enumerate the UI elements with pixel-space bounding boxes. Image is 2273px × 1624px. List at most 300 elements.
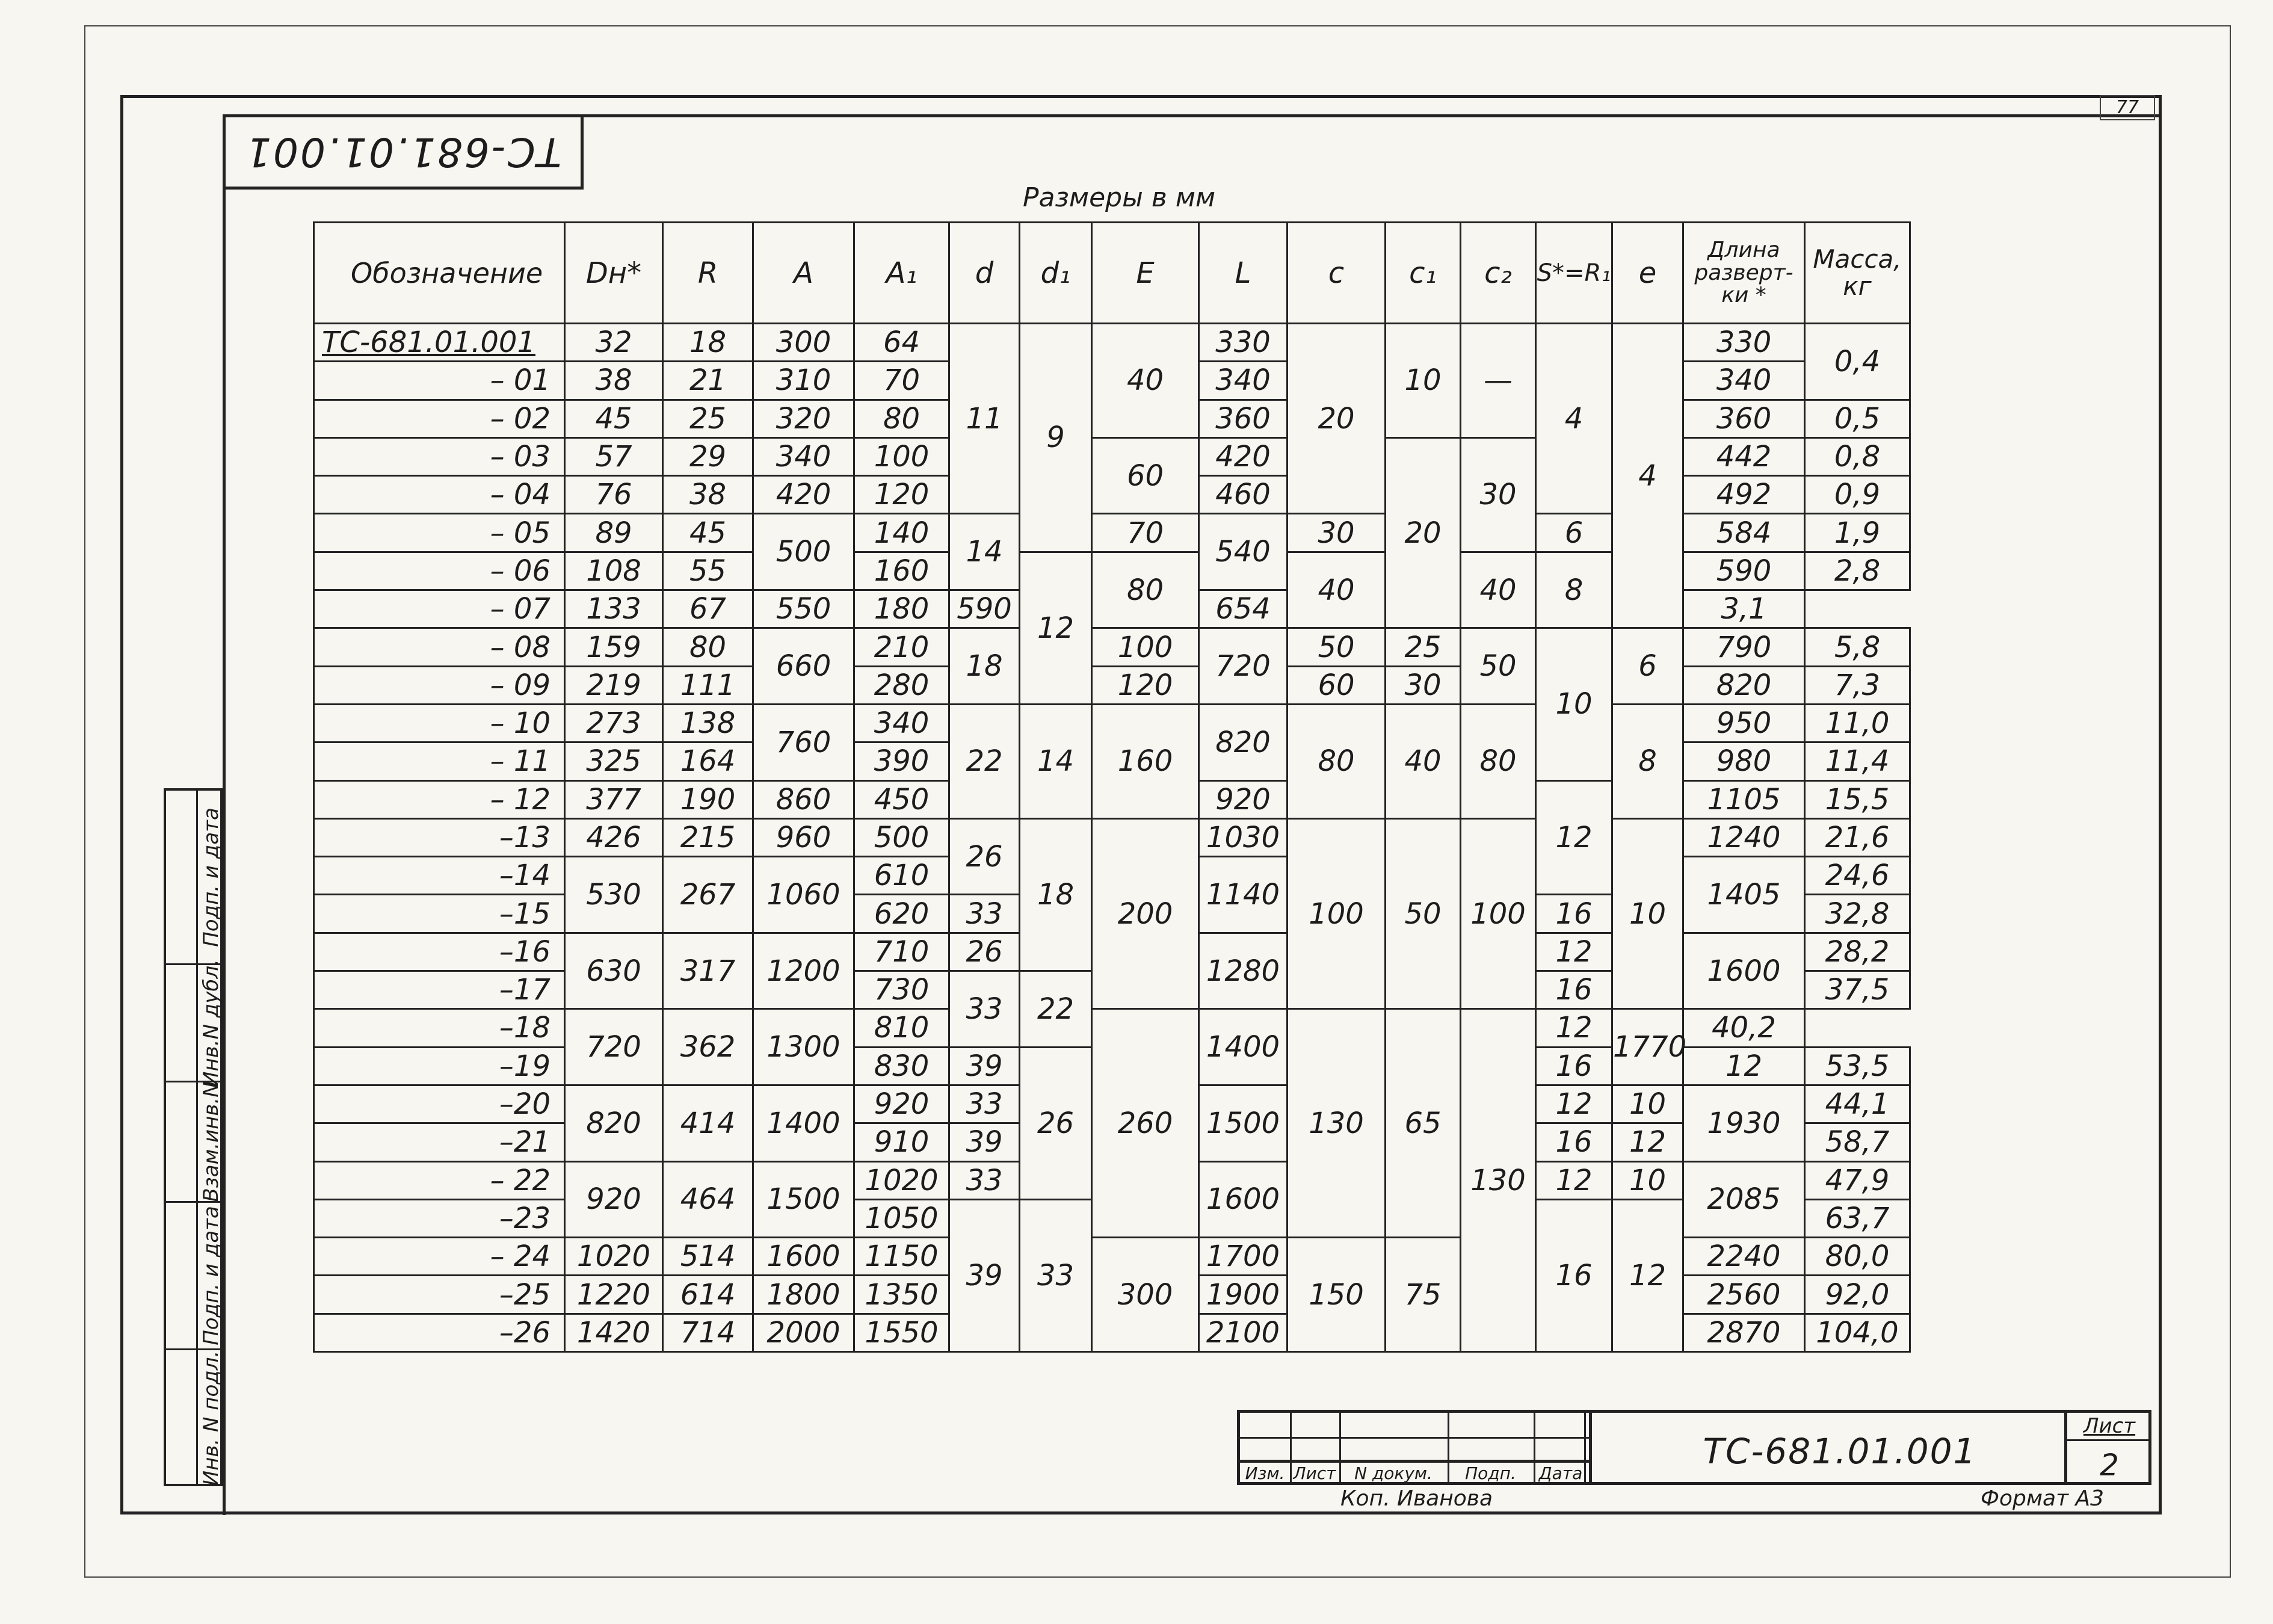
header-r: R — [663, 223, 753, 324]
e-upper-cell: 200 — [1092, 818, 1199, 1008]
header-a: A — [753, 223, 854, 324]
a1-cell: 140 — [854, 514, 949, 552]
length-cell: 1405 — [1683, 857, 1805, 933]
d1-cell: 26 — [1020, 1047, 1092, 1199]
r-cell: 55 — [663, 552, 753, 590]
c-cell: 50 — [1288, 628, 1386, 666]
dimensions-table — [313, 221, 1911, 1353]
d-cell: 14 — [949, 514, 1020, 590]
dn-cell: 377 — [565, 780, 663, 818]
s-r1-cell: 16 — [1536, 1123, 1612, 1161]
s-r1-cell: 12 — [1536, 780, 1612, 895]
length-cell: 2560 — [1683, 1276, 1805, 1314]
dn-cell: 133 — [565, 590, 663, 628]
format-label: Формат А3 — [1981, 1486, 2105, 1511]
s-r1-cell: 16 — [1536, 1199, 1612, 1351]
length-cell: 584 — [1683, 514, 1805, 552]
designation-cell: –16 — [314, 933, 565, 971]
d1-cell: 22 — [1020, 971, 1092, 1048]
a-cell: 1800 — [753, 1276, 854, 1314]
length-cell: 1105 — [1683, 780, 1805, 818]
d-cell: 39 — [949, 1199, 1020, 1351]
table-row — [314, 1009, 1910, 1047]
c1-cell: 65 — [1386, 1009, 1461, 1238]
sheet-label: Лист — [2083, 1414, 2136, 1438]
designation-cell: – 12 — [314, 780, 565, 818]
tb-col-label: Дата — [1538, 1463, 1583, 1483]
length-cell: 492 — [1683, 476, 1805, 514]
e-upper-cell: 60 — [1092, 437, 1199, 514]
r-cell: 21 — [663, 362, 753, 400]
r-cell: 267 — [663, 857, 753, 933]
a1-cell: 1150 — [854, 1238, 949, 1276]
a-cell: 500 — [753, 514, 854, 590]
c2-cell: 80 — [1461, 704, 1536, 818]
a-cell: 1060 — [753, 857, 854, 933]
designation-cell: – 03 — [314, 437, 565, 475]
s-r1-cell: 12 — [1536, 1085, 1612, 1123]
r-cell: 614 — [663, 1276, 753, 1314]
d-cell: 33 — [949, 971, 1020, 1048]
designation-cell: – 04 — [314, 476, 565, 514]
header-c: c — [1288, 223, 1386, 324]
e-upper-cell: 120 — [1092, 666, 1199, 704]
designation-cell: –26 — [314, 1314, 565, 1351]
a-cell: 2000 — [753, 1314, 854, 1351]
header-d: d — [949, 223, 1020, 324]
mass-cell: 80,0 — [1805, 1238, 1910, 1276]
s-r1-cell: 12 — [1536, 933, 1612, 971]
designation-cell: – 06 — [314, 552, 565, 590]
document-number: ТС-681.01.001 — [1703, 1431, 1977, 1472]
a-cell: 340 — [753, 437, 854, 475]
e-lower-cell: 12 — [1612, 1123, 1683, 1161]
e-upper-cell: 80 — [1092, 552, 1199, 628]
a-cell: 1600 — [753, 1238, 854, 1276]
side-stamp-cell — [166, 959, 223, 1087]
dn-cell: 159 — [565, 628, 663, 666]
r-cell: 45 — [663, 514, 753, 552]
table-row — [314, 628, 1910, 666]
r-cell: 38 — [663, 476, 753, 514]
designation-cell: – 24 — [314, 1238, 565, 1276]
e-lower-cell: 10 — [1612, 1161, 1683, 1199]
d-cell: 39 — [949, 1123, 1020, 1161]
a-cell: 310 — [753, 362, 854, 400]
c-cell: 130 — [1288, 1009, 1386, 1238]
d-cell: 22 — [949, 704, 1020, 818]
dimensions-caption: Размеры в мм — [1023, 182, 1216, 213]
designation-cell: – 05 — [314, 514, 565, 552]
c-cell: 100 — [1288, 818, 1386, 1008]
dn-cell: 273 — [565, 704, 663, 742]
dn-cell: 219 — [565, 666, 663, 704]
dn-cell: 76 — [565, 476, 663, 514]
designation-cell: –21 — [314, 1123, 565, 1161]
dn-cell: 530 — [565, 857, 663, 933]
d-cell: 18 — [949, 628, 1020, 705]
l-cell: 420 — [1199, 437, 1288, 475]
r-cell: 190 — [663, 780, 753, 818]
l-cell: 330 — [1199, 324, 1288, 362]
length-cell: 980 — [1683, 743, 1805, 780]
mass-cell: 63,7 — [1805, 1199, 1910, 1237]
e-upper-cell: 260 — [1092, 1009, 1199, 1238]
e-upper-cell: 160 — [1092, 704, 1199, 818]
d1-cell: 33 — [1020, 1199, 1092, 1351]
d-cell: 39 — [949, 1047, 1020, 1085]
length-cell: 2085 — [1683, 1161, 1805, 1238]
c1-cell: 50 — [1386, 818, 1461, 1008]
e-upper-cell: 70 — [1092, 514, 1199, 552]
c2-cell: — — [1461, 324, 1536, 438]
e-lower-cell: 10 — [1612, 818, 1683, 1008]
a-cell: 660 — [753, 628, 854, 705]
mass-cell: 53,5 — [1805, 1047, 1910, 1085]
tb-col-label: Изм. — [1245, 1463, 1285, 1483]
a1-cell: 100 — [854, 437, 949, 475]
designation-cell: –19 — [314, 1047, 565, 1085]
a1-cell: 210 — [854, 628, 949, 666]
a-cell: 320 — [753, 400, 854, 437]
mass-cell: 58,7 — [1805, 1123, 1910, 1161]
e-upper-cell: 100 — [1092, 628, 1199, 666]
designation-cell: –15 — [314, 895, 565, 933]
a1-cell: 390 — [854, 743, 949, 780]
r-cell: 80 — [663, 628, 753, 666]
mass-cell: 40,2 — [1683, 1009, 1805, 1047]
mass-cell: 5,8 — [1805, 628, 1910, 666]
dn-cell: 630 — [565, 933, 663, 1009]
a1-cell: 830 — [854, 1047, 949, 1085]
l-cell: 920 — [1199, 780, 1288, 818]
designation-cell: – 09 — [314, 666, 565, 704]
mass-cell: 11,4 — [1805, 743, 1910, 780]
s-r1-cell: 16 — [1536, 895, 1612, 933]
mass-cell: 24,6 — [1805, 857, 1910, 895]
dn-cell: 32 — [565, 324, 663, 362]
designation-cell: –20 — [314, 1085, 565, 1123]
header-l: L — [1199, 223, 1288, 324]
mass-cell: 32,8 — [1805, 895, 1910, 933]
d-cell: 33 — [949, 895, 1020, 933]
l-cell: 1400 — [1199, 1009, 1288, 1085]
e-lower-cell: 10 — [1612, 1085, 1683, 1123]
dn-cell: 426 — [565, 818, 663, 856]
a1-cell: 920 — [854, 1085, 949, 1123]
c1-cell: 30 — [1386, 666, 1461, 704]
length-cell: 2240 — [1683, 1238, 1805, 1276]
s-r1-cell: 16 — [1536, 1047, 1612, 1085]
l-cell: 1900 — [1199, 1276, 1288, 1314]
a1-cell: 1050 — [854, 1199, 949, 1237]
a1-cell: 280 — [854, 666, 949, 704]
a-cell: 300 — [753, 324, 854, 362]
d-cell: 33 — [949, 1161, 1020, 1199]
rotated-drawing-code: ТС-681.01.001 — [244, 129, 562, 175]
c-cell: 30 — [1288, 514, 1386, 552]
r-cell: 138 — [663, 704, 753, 742]
sheet-corner-number: 77 — [2100, 95, 2155, 120]
c2-cell: 50 — [1461, 628, 1536, 705]
d-cell: 11 — [949, 324, 1020, 514]
mass-cell: 28,2 — [1805, 933, 1910, 971]
a-cell: 960 — [753, 818, 854, 856]
dn-cell: 38 — [565, 362, 663, 400]
designation-cell: –14 — [314, 857, 565, 895]
dn-cell: 920 — [565, 1161, 663, 1238]
d-cell: 26 — [949, 933, 1020, 971]
l-cell: 1030 — [1199, 818, 1288, 856]
c1-cell: 10 — [1386, 324, 1461, 438]
side-stamp-label: Инв. N подл. — [199, 1350, 223, 1486]
header-c2: c₂ — [1461, 223, 1536, 324]
side-stamp-cell — [166, 791, 223, 965]
header-designation: Обозначение — [314, 223, 565, 324]
dn-cell: 820 — [565, 1085, 663, 1161]
s-r1-cell: 6 — [1536, 514, 1612, 552]
e-lower-cell: 4 — [1612, 324, 1683, 628]
c2-cell: 130 — [1461, 1009, 1536, 1352]
length-cell: 2870 — [1683, 1314, 1805, 1351]
a1-cell: 120 — [854, 476, 949, 514]
copied-by-note: Коп. Иванова — [1340, 1486, 1493, 1511]
dn-cell: 57 — [565, 437, 663, 475]
mass-cell: 0,8 — [1805, 437, 1910, 475]
l-cell: 460 — [1199, 476, 1288, 514]
header-a1: A₁ — [854, 223, 949, 324]
d1-cell: 12 — [1020, 552, 1092, 704]
length-cell: 654 — [1199, 590, 1288, 628]
length-cell: 1600 — [1683, 933, 1805, 1009]
r-cell: 67 — [663, 590, 753, 628]
c1-cell: 25 — [1386, 628, 1461, 666]
l-cell: 1700 — [1199, 1238, 1288, 1276]
c1-cell: 75 — [1386, 1238, 1461, 1352]
c2-cell: 100 — [1461, 818, 1536, 1008]
a-cell: 760 — [753, 704, 854, 780]
designation-cell: – 02 — [314, 400, 565, 437]
dn-cell: 45 — [565, 400, 663, 437]
length-cell: 340 — [1683, 362, 1805, 400]
header-e-lower: e — [1612, 223, 1683, 324]
mass-cell: 7,3 — [1805, 666, 1910, 704]
a1-cell: 80 — [854, 400, 949, 437]
dn-cell: 1220 — [565, 1276, 663, 1314]
a1-cell: 1350 — [854, 1276, 949, 1314]
a1-cell: 340 — [854, 704, 949, 742]
c-cell: 60 — [1288, 666, 1386, 704]
s-r1-cell: 4 — [1536, 324, 1612, 514]
r-cell: 464 — [663, 1161, 753, 1238]
a1-cell: 500 — [854, 818, 949, 856]
r-cell: 362 — [663, 1009, 753, 1085]
header-d1: d₁ — [1020, 223, 1092, 324]
mass-cell: 0,9 — [1805, 476, 1910, 514]
designation-cell: –13 — [314, 818, 565, 856]
rotated-code-box — [223, 114, 584, 190]
header-s-r1: S*=R₁ — [1536, 223, 1612, 324]
l-cell: 1140 — [1199, 857, 1288, 933]
side-stamp-label: Подп. и дата — [199, 1206, 223, 1345]
r-cell: 317 — [663, 933, 753, 1009]
c-cell: 40 — [1288, 552, 1386, 628]
s-r1-cell: 12 — [1536, 1161, 1612, 1199]
s-r1-cell: 10 — [1536, 628, 1612, 780]
a1-cell: 610 — [854, 857, 949, 895]
length-cell: 1770 — [1612, 1009, 1683, 1085]
header-row — [314, 223, 1910, 324]
c-cell: 20 — [1288, 324, 1386, 514]
s-r1-cell: 16 — [1536, 971, 1612, 1009]
side-stamp-label: Инв.N дубл. — [199, 959, 223, 1087]
mass-cell: 0,4 — [1805, 324, 1910, 400]
dn-cell: 325 — [565, 743, 663, 780]
s-r1-cell: 12 — [1536, 1009, 1612, 1047]
a1-cell: 450 — [854, 780, 949, 818]
side-stamp-cell — [166, 1081, 223, 1203]
e-lower-cell: 12 — [1683, 1047, 1805, 1085]
mass-cell: 104,0 — [1805, 1314, 1910, 1351]
c1-cell: 20 — [1386, 437, 1461, 628]
d1-cell: 9 — [1020, 324, 1092, 552]
mass-cell: 21,6 — [1805, 818, 1910, 856]
length-cell: 820 — [1683, 666, 1805, 704]
r-cell: 414 — [663, 1085, 753, 1161]
mass-cell: 15,5 — [1805, 780, 1910, 818]
designation-cell: – 07 — [314, 590, 565, 628]
e-lower-cell: 12 — [1612, 1199, 1683, 1351]
title-block — [1237, 1410, 2151, 1485]
header-mass: Масса, кг — [1805, 223, 1910, 324]
header-e-upper: E — [1092, 223, 1199, 324]
table-row — [314, 324, 1910, 362]
designation-cell: – 01 — [314, 362, 565, 400]
dn-cell: 1020 — [565, 1238, 663, 1276]
length-cell: 330 — [1683, 324, 1805, 362]
a1-cell: 160 — [854, 552, 949, 590]
length-cell: 360 — [1683, 400, 1805, 437]
a-cell: 550 — [753, 590, 854, 628]
side-stamp-cell — [166, 1203, 223, 1350]
length-cell: 790 — [1683, 628, 1805, 666]
r-cell: 164 — [663, 743, 753, 780]
a1-cell: 1020 — [854, 1161, 949, 1199]
tb-col-label: N докум. — [1354, 1463, 1433, 1483]
e-lower-cell: 8 — [1612, 704, 1683, 818]
a-cell: 1500 — [753, 1161, 854, 1238]
table-row — [314, 704, 1910, 742]
r-cell: 25 — [663, 400, 753, 437]
length-cell: 590 — [1683, 552, 1805, 590]
table-row — [314, 818, 1910, 856]
e-upper-cell: 300 — [1092, 1238, 1199, 1352]
a1-cell: 1550 — [854, 1314, 949, 1351]
a1-cell: 710 — [854, 933, 949, 971]
c-cell: 150 — [1288, 1238, 1386, 1352]
length-cell: 442 — [1683, 437, 1805, 475]
designation-cell: –17 — [314, 971, 565, 1009]
c2-cell: 40 — [1461, 552, 1536, 628]
r-cell: 514 — [663, 1238, 753, 1276]
r-cell: 714 — [663, 1314, 753, 1351]
a1-cell: 910 — [854, 1123, 949, 1161]
a-cell: 1200 — [753, 933, 854, 1009]
mass-cell: 47,9 — [1805, 1161, 1910, 1199]
dn-cell: 108 — [565, 552, 663, 590]
d-cell: 33 — [949, 1085, 1020, 1123]
d1-cell: 14 — [1020, 704, 1092, 818]
dn-cell: 89 — [565, 514, 663, 552]
mass-cell: 0,5 — [1805, 400, 1910, 437]
l-cell: 2100 — [1199, 1314, 1288, 1351]
r-cell: 18 — [663, 324, 753, 362]
s-r1-cell: 8 — [1536, 552, 1612, 628]
a1-cell: 620 — [854, 895, 949, 933]
designation-cell: ТС-681.01.001 — [314, 324, 565, 362]
a1-cell: 730 — [854, 971, 949, 1009]
l-cell: 360 — [1199, 400, 1288, 437]
l-cell: 1600 — [1199, 1161, 1288, 1238]
mass-cell: 44,1 — [1805, 1085, 1910, 1123]
c2-cell: 30 — [1461, 437, 1536, 552]
d1-cell: 18 — [1020, 818, 1092, 971]
l-cell: 540 — [1199, 514, 1288, 590]
c-cell: 80 — [1288, 704, 1386, 818]
length-cell: 1930 — [1683, 1085, 1805, 1161]
a-cell: 1300 — [753, 1009, 854, 1085]
length-cell: 1240 — [1683, 818, 1805, 856]
side-stamp-label: Взам.инв.N — [199, 1081, 223, 1202]
header-c1: c₁ — [1386, 223, 1461, 324]
a1-cell: 810 — [854, 1009, 949, 1047]
a1-cell: 180 — [854, 590, 949, 628]
a1-cell: 64 — [854, 324, 949, 362]
a1-cell: 70 — [854, 362, 949, 400]
designation-cell: –23 — [314, 1199, 565, 1237]
l-cell: 590 — [949, 590, 1020, 628]
side-stamp-cell — [166, 1350, 223, 1486]
l-cell: 1500 — [1199, 1085, 1288, 1161]
designation-cell: – 10 — [314, 704, 565, 742]
dn-cell: 720 — [565, 1009, 663, 1085]
e-lower-cell: 6 — [1612, 628, 1683, 705]
tb-col-label: Лист — [1293, 1463, 1336, 1483]
c1-cell: 40 — [1386, 704, 1461, 818]
r-cell: 111 — [663, 666, 753, 704]
d-cell: 26 — [949, 818, 1020, 895]
l-cell: 820 — [1199, 704, 1288, 780]
a-cell: 1400 — [753, 1085, 854, 1161]
r-cell: 29 — [663, 437, 753, 475]
side-stamp-label: Подп. и дата — [199, 807, 223, 947]
dn-cell: 1420 — [565, 1314, 663, 1351]
designation-cell: –18 — [314, 1009, 565, 1047]
mass-cell: 3,1 — [1683, 590, 1805, 628]
a-cell: 420 — [753, 476, 854, 514]
a-cell: 860 — [753, 780, 854, 818]
mass-cell: 2,8 — [1805, 552, 1910, 590]
r-cell: 215 — [663, 818, 753, 856]
header-length: Длина разверт-ки * — [1683, 223, 1805, 324]
length-cell: 950 — [1683, 704, 1805, 742]
side-stamp — [164, 788, 223, 1486]
header-dn: Dн* — [565, 223, 663, 324]
mass-cell: 11,0 — [1805, 704, 1910, 742]
designation-cell: – 08 — [314, 628, 565, 666]
e-upper-cell: 40 — [1092, 324, 1199, 438]
l-cell: 340 — [1199, 362, 1288, 400]
